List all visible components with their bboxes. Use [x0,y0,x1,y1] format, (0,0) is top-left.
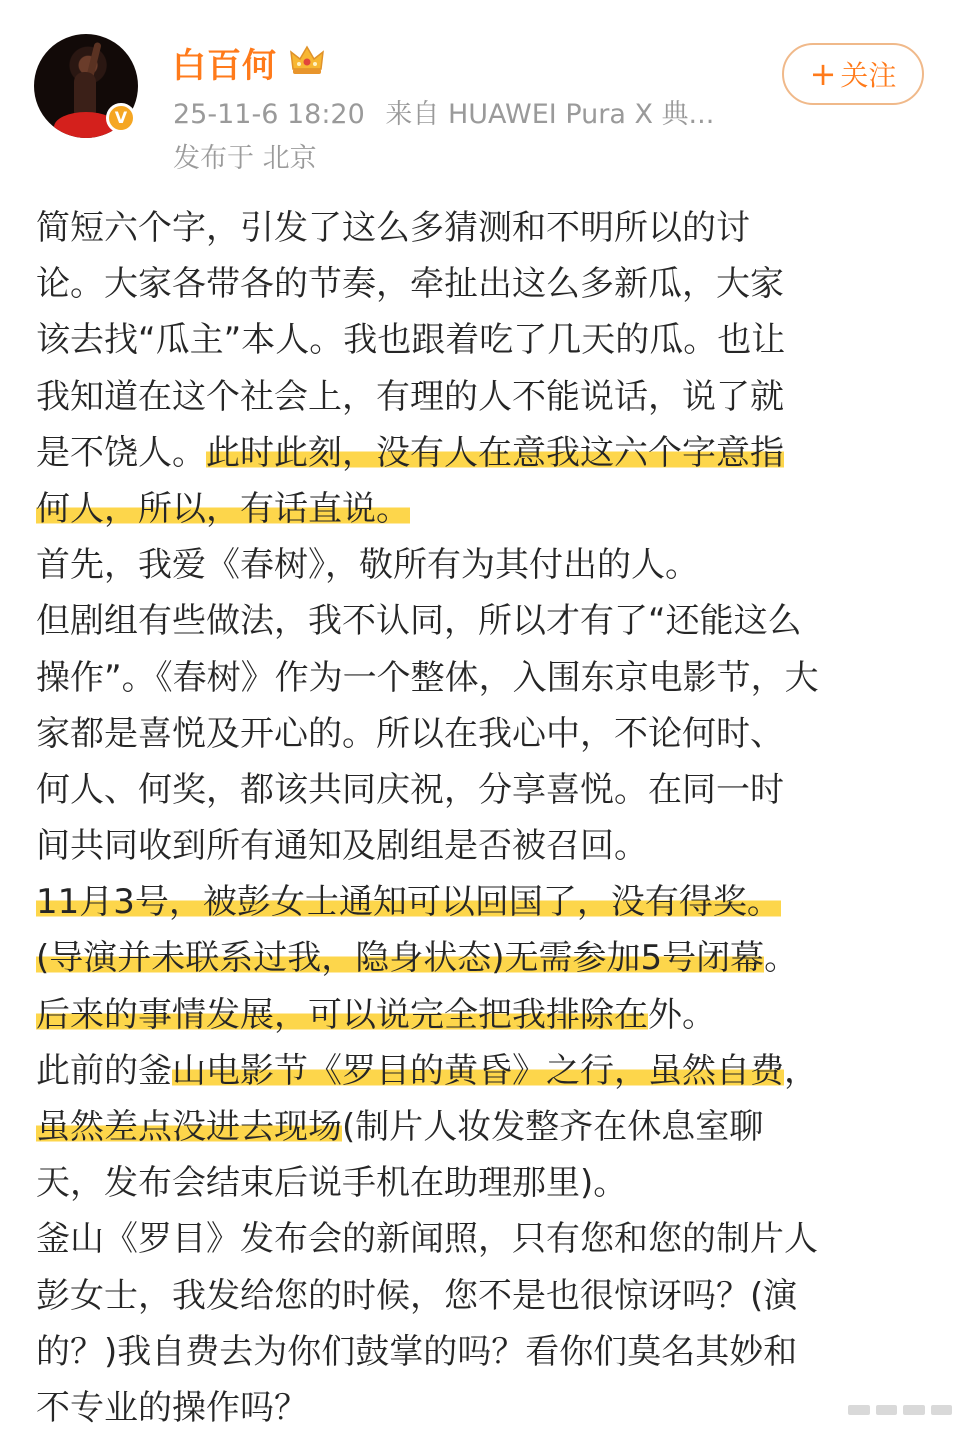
post-source: 来自 HUAWEI Pura X 典... [385,99,715,130]
post-text-line [36,1268,926,1324]
post-text: 彭女士，我发给您的时候，您不是也很惊讶吗？(演 [36,1275,798,1316]
post-text: 。 [764,938,799,979]
post-text-line [36,312,926,368]
verified-v-icon: V [106,103,136,133]
post-text-line [36,818,926,874]
highlighted-text: 后来的事情发展，可以说完全把我排除在 [36,994,648,1035]
post-text-line [36,537,926,593]
post-text: 但剧组有些做法，我不认同，所以才有了“还能这么 [36,601,802,642]
post-text-line [36,256,926,312]
highlighted-text: 11月3号，被彭女士通知可以回国了，没有得奖。 [36,882,781,923]
post-text-line [36,369,926,425]
follow-button-label: 关注 [840,59,897,92]
post-text: 操作”。《春树》作为一个整体，入围东京电影节，大 [36,657,819,698]
post-text: 何人、何奖，都该共同庆祝，分享喜悦。在同一时 [36,769,784,810]
post-text-line [36,593,926,649]
post-text-line [36,874,926,930]
post-text-line [36,1380,926,1436]
post-text-line [36,1099,926,1155]
post-text: 此前的釜 [36,1050,172,1091]
highlighted-text: 虽然差点没进去现场 [36,1107,342,1147]
post-text-line [36,1043,926,1099]
highlighted-text: 此时此刻，没有人在意我这六个字意指 [206,432,784,473]
post-text: 是不饶人。 [36,432,206,473]
post-text-line [36,762,926,818]
post-text: 首先，我爱《春树》，敬所有为其付出的人。 [36,545,699,586]
post-header [0,0,960,190]
post-text-line [36,1324,926,1380]
post-text-line [36,706,926,762]
watermark-icon [848,1398,952,1422]
post-text: (制片人妆发整齐在休息室聊 [342,1107,764,1147]
post-text: 我知道在这个社会上，有理的人不能说话，说了就 [36,376,784,417]
post-text-line [36,1211,926,1267]
post-text: 外。 [648,994,716,1035]
post-text-line [36,650,926,706]
highlighted-text: 山电影节《罗目的黄昏》之行，虽然自费 [172,1050,784,1091]
post-text-line [36,481,926,537]
plus-icon: + [809,55,837,93]
post-text: 不专业的操作吗？ [36,1387,308,1428]
author-name[interactable]: 白百何 [172,46,277,86]
post-text: 论。大家各带各的节奏，牵扯出这么多新瓜，大家 [36,264,784,305]
highlighted-text: 何人，所以，有话直说。 [36,488,410,529]
post-location: 发布于 北京 [173,143,317,174]
post-text: 的？)我自费去为你们鼓掌的吗？看你们莫名其妙和 [36,1331,798,1372]
avatar-figure-body [74,72,96,116]
post-body [36,200,926,1436]
post-text: 家都是喜悦及开心的。所以在我心中，不论何时、 [36,713,784,754]
follow-button[interactable] [782,43,924,105]
post-text-line [36,1155,926,1211]
post-text-line [36,425,926,481]
post-text-line [36,200,926,256]
post-text: 简短六个字，引发了这么多猜测和不明所以的讨 [36,208,750,248]
post-time: 25-11-6 18:20 [173,99,365,130]
post-text: ， [784,1050,818,1091]
post-text: 釜山《罗目》发布会的新闻照，只有您和您的制片人 [36,1219,818,1260]
highlighted-text: (导演并未联系过我，隐身状态)无需参加5号闭幕 [36,938,765,979]
post-text-line [36,987,926,1043]
post-text: 该去找“瓜主”本人。我也跟着吃了几天的瓜。也让 [36,320,786,361]
post-text-line [36,930,926,986]
post-meta [173,92,714,131]
post-text: 间共同收到所有通知及剧组是否被召回。 [36,826,648,867]
post-text: 天，发布会结束后说手机在助理那里)。 [36,1163,628,1204]
crown-icon [289,43,325,77]
